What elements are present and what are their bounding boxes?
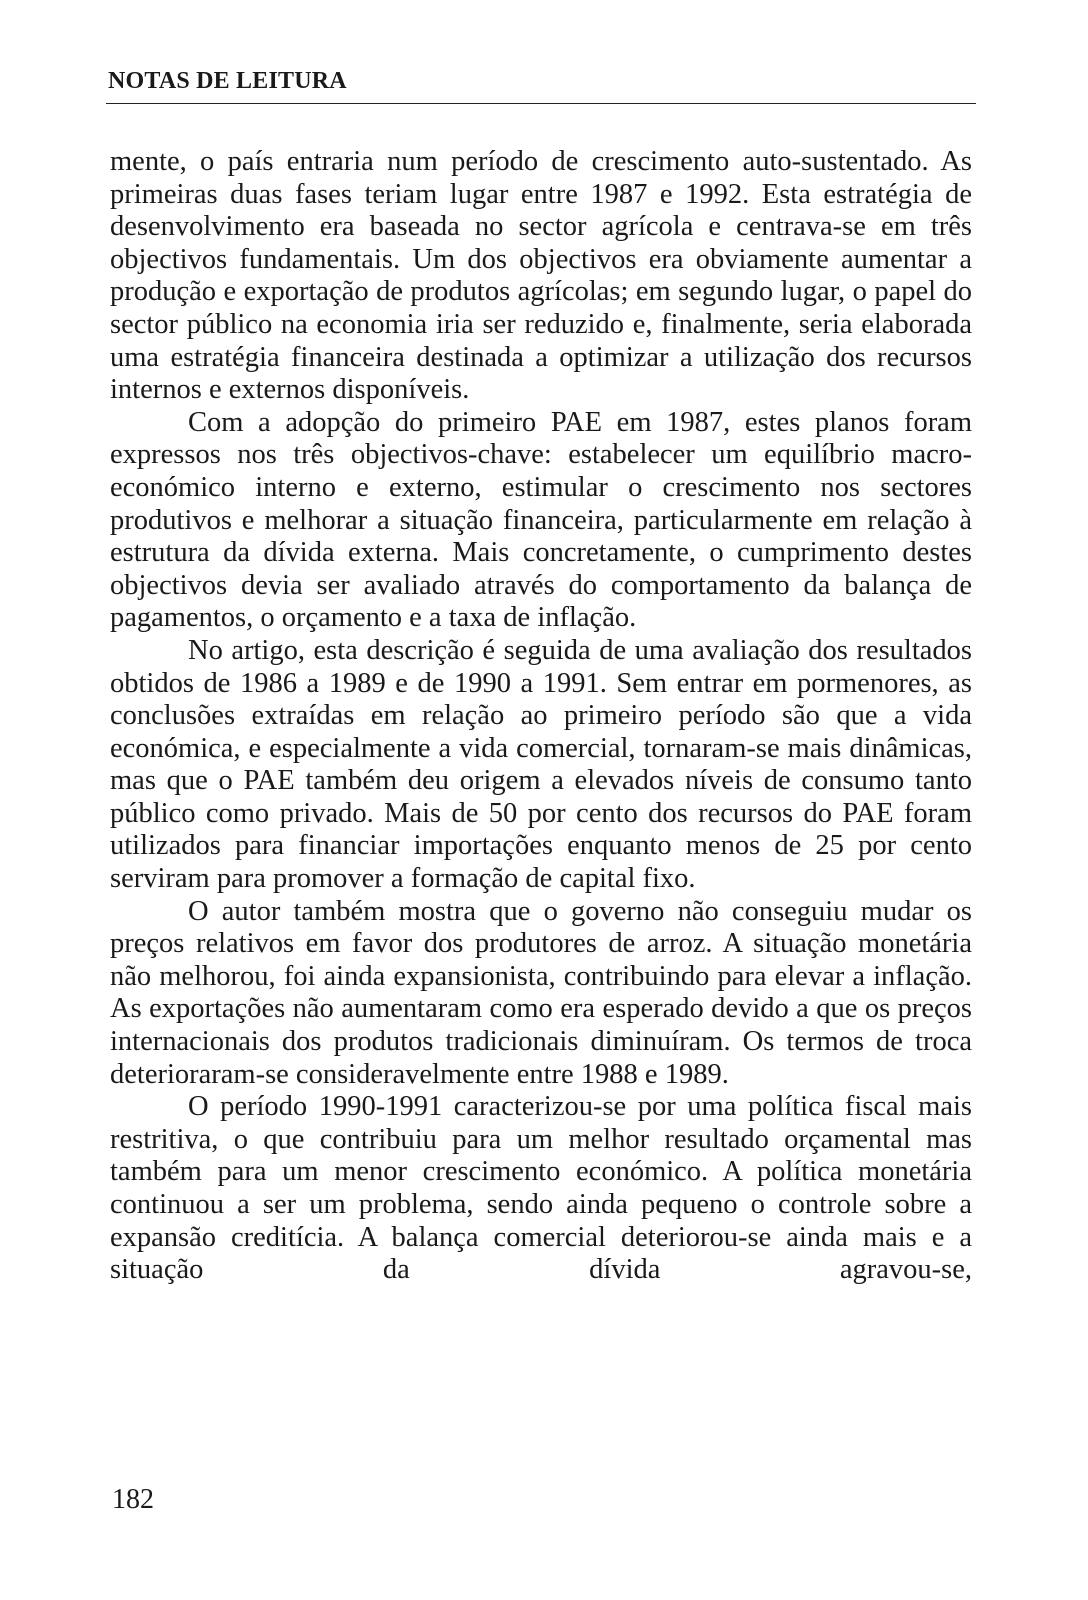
article-body [110,146,972,1287]
paragraph: O autor também mostra que o governo não conseguiu mudar os preços relativos em favor dos produtores de arroz. A situação monetária não melhorou, foi ainda expansionista, contribuindo para elevar a inflação. As exportações não aumentaram como era esperado devido a que os preços internacionais dos produtos tradicionais diminuíram. Os termos de troca deterioraram-se consideravelmente entre 1988 e 1989. [110,895,972,1090]
page-number: 182 [112,1484,154,1515]
paragraph: O período 1990-1991 caracterizou-se por uma política fiscal mais restritiva, o que contribuiu para um melhor resultado orçamental mas também para um menor crescimento económico. A política monetária continuou a ser um problema, sendo ainda pequeno o controle sobre a expansão creditícia. A balança comercial deteriorou-se ainda mais e a situação da dívida agravou-se, [110,1091,972,1286]
paragraph-continuation: mente, o país entraria num período de crescimento auto-sustentado. As primeiras duas fases teriam lugar entre 1987 e 1992. Esta estratégia de desenvolvimento era baseada no sector agrícola e centrava-se em três objectivos fundamentais. Um dos objectivos era obviamente aumentar a produção e exportação de produtos agrícolas; em segundo lugar, o papel do sector público na economia iria ser reduzido e, finalmente, seria elaborada uma estratégia financeira destinada a optimizar a utilização dos recursos internos e externos disponíveis. [110,146,972,406]
header-rule [106,103,976,104]
paragraph: No artigo, esta descrição é seguida de uma avaliação dos resultados obtidos de 1986 a 1989 e de 1990 a 1991. Sem entrar em pormenores, as conclusões extraídas em relação ao primeiro período são que a vida económica, e especialmente a vida comercial, tornaram-se mais dinâmicas, mas que o PAE também deu origem a elevados níveis de consumo tanto público como privado. Mais de 50 por cento dos recursos do PAE foram utilizados para financiar importações enquanto menos de 25 por cento serviram para promover a formação de capital fixo. [110,634,972,895]
running-title: NOTAS DE LEITURA [108,68,347,94]
paragraph: Com a adopção do primeiro PAE em 1987, estes planos foram expressos nos três objectivos-chave: estabelecer um equilíbrio macro-económico interno e externo, estimular o crescimento nos sectores produtivos e melhorar a situação financeira, particularmente em relação à estrutura da dívida externa. Mais concretamente, o cumprimento destes objectivos devia ser avaliado através do comportamento da balança de pagamentos, o orçamento e a taxa de inflação. [110,406,972,634]
